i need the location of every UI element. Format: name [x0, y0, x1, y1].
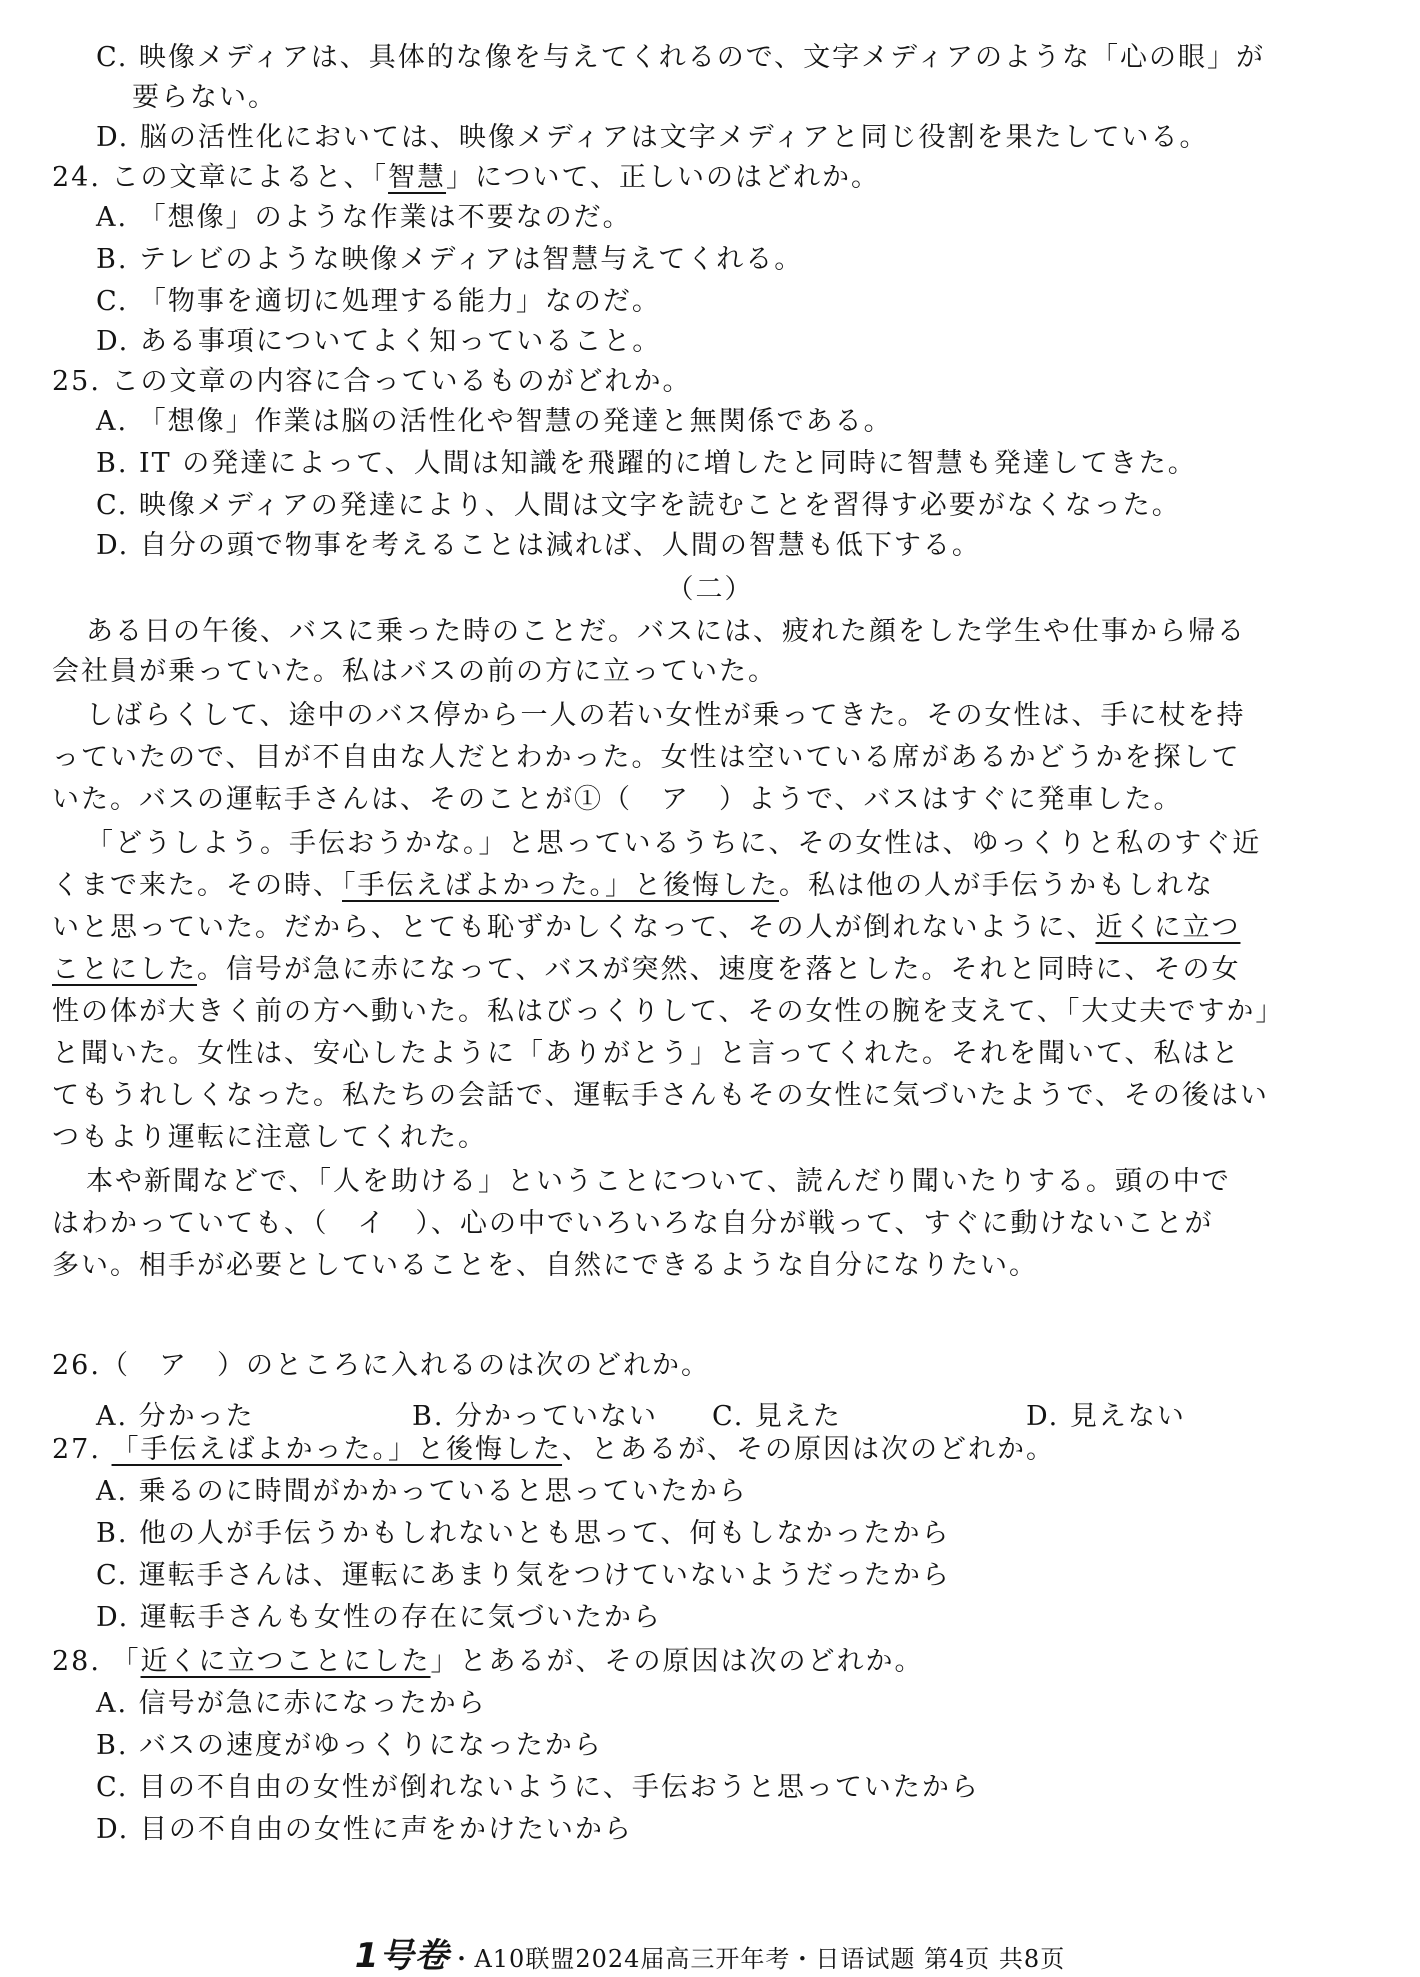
q28-stem-underlined: 近くに立つことにした: [140, 1646, 431, 1677]
passage-text: 。信号が急に赤になって、バスが突然、速度を落とした。それと同時に、その女: [197, 954, 1241, 985]
q26-options: [96, 1394, 1346, 1432]
q27-option-c: C. 運転手さんは、運転にあまり気をつけていないようだったから: [96, 1560, 951, 1591]
passage-line: 本や新聞などで、「人を助ける」ということについて、読んだり聞いたりする。頭の中で: [86, 1166, 1231, 1197]
passage-line: 多い。相手が必要としていることを、自然にできるような自分になりたい。: [52, 1250, 1038, 1281]
q27-stem-pre: 27.: [52, 1434, 112, 1465]
passage-text: くまで来た。その時、: [52, 870, 342, 901]
passage-line: [52, 914, 1240, 941]
q25-stem: 25. この文章の内容に合っているものがどれか。: [52, 366, 692, 397]
q24-stem-underlined: 智慧: [388, 162, 447, 193]
passage-line: つもより運転に注意してくれた。: [52, 1122, 487, 1153]
passage-line: 性の体が大きく前の方へ動いた。私はびっくりして、その女性の腕を支えて、「大丈夫ですか」: [52, 996, 1285, 1027]
passage-line: 会社員が乗っていた。私はバスの前の方に立っていた。: [52, 656, 777, 687]
q28-option-c: C. 目の不自由の女性が倒れないように、手伝おうと思っていたから: [96, 1772, 980, 1803]
q24-stem-pre: 24. この文章によると、「: [52, 162, 389, 193]
q23-option-d: D. 脳の活性化においては、映像メディアは文字メディアと同じ役割を果たしている。: [96, 122, 1209, 153]
q27-option-b: B. 他の人が手伝うかもしれないとも思って、何もしなかったから: [96, 1518, 951, 1549]
q26-option-c: C. 見えた: [712, 1401, 842, 1432]
footer-text: ・A10联盟2024届高三开年考・日语试题 第4页 共8页: [449, 1945, 1066, 1973]
q23-option-c: C. 映像メディアは、具体的な像を与えてくれるので、文字メディアのような「心の眼」が: [96, 42, 1265, 73]
passage-line: ある日の午後、バスに乗った時のことだ。バスには、疲れた顔をした学生や仕事から帰る: [86, 616, 1246, 647]
q27-option-a: A. 乗るのに時間がかかっていると思っていたから: [96, 1476, 748, 1507]
q28-stem-post: 」とあるが、その原因は次のどれか。: [430, 1646, 924, 1677]
passage-underline-2-cont: ことにした: [52, 954, 197, 985]
passage-line: 「どうしよう。手伝おうかな。」と思っているうちに、その女性は、ゆっくりと私のすぐ近: [86, 828, 1262, 859]
q26-stem: 26.（ ア ）のところに入れるのは次のどれか。: [52, 1350, 710, 1381]
q27-stem-underlined: 「手伝えばよかった。」と後悔した: [111, 1434, 563, 1465]
passage-line: はわかっていても、（ イ ）、心の中でいろいろな自分が戦って、すぐに動けないことが: [52, 1208, 1214, 1239]
passage-underline-2: 近くに立つ: [1095, 912, 1241, 943]
q25-option-a: A. 「想像」作業は脳の活性化や智慧の発達と無関係である。: [96, 406, 893, 437]
passage-line: [52, 956, 1240, 983]
q26-option-d: D. 見えない: [1026, 1401, 1186, 1432]
section-title: （二）: [666, 574, 754, 605]
passage-line: いた。バスの運転手さんは、そのことが①（ ア ）ようで、バスはすぐに発車した。: [52, 784, 1183, 815]
publisher-logo: 1号卷: [354, 1936, 450, 1976]
passage-line: しばらくして、途中のバス停から一人の若い女性が乗ってきた。その女性は、手に杖を持: [86, 700, 1246, 731]
q27-stem: [52, 1436, 1055, 1463]
passage-line: と聞いた。女性は、安心したように「ありがとう」と言ってくれた。それを聞いて、私はと: [52, 1038, 1241, 1069]
passage-text: いと思っていた。だから、とても恥ずかしくなって、その人が倒れないように、: [52, 912, 1096, 943]
passage-line: [52, 872, 1214, 899]
q28-option-a: A. 信号が急に赤になったから: [96, 1688, 487, 1719]
q28-option-b: B. バスの速度がゆっくりになったから: [96, 1730, 603, 1761]
q25-option-c: C. 映像メディアの発達により、人間は文字を読むことを習得す必要がなくなった。: [96, 490, 1181, 521]
passage-line: っていたので、目が不自由な人だとわかった。女性は空いている席があるかどうかを探して: [52, 742, 1241, 773]
q27-option-d: D. 運転手さんも女性の存在に気づいたから: [96, 1602, 662, 1633]
q24-option-a: A. 「想像」のような作業は不要なのだ。: [96, 202, 632, 233]
q24-stem: [52, 164, 880, 191]
q26-option-b: B. 分かっていない: [412, 1401, 659, 1432]
q24-option-d: D. ある事項についてよく知っていること。: [96, 326, 662, 357]
q24-option-b: B. テレビのような映像メディアは智慧与えてくれる。: [96, 244, 804, 275]
q24-option-c: C. 「物事を適切に処理する能力」なのだ。: [96, 286, 661, 317]
q28-option-d: D. 目の不自由の女性に声をかけたいから: [96, 1814, 633, 1845]
q23-option-c-cont: 要らない。: [132, 82, 277, 113]
q27-stem-post: 、とあるが、その原因は次のどれか。: [562, 1434, 1056, 1465]
q26-option-a: A. 分かった: [96, 1401, 255, 1432]
q28-stem-pre: 28. 「: [52, 1646, 141, 1677]
passage-text: 。私は他の人が手伝うかもしれな: [779, 870, 1214, 901]
q25-option-b: B. IT の発達によって、人間は知識を飛躍的に増したと同時に智慧も発達してきた。: [96, 448, 1197, 479]
passage-underline-1: 「手伝えばよかった。」と後悔した: [342, 870, 779, 901]
q24-stem-post: 」について、正しいのはどれか。: [446, 162, 880, 193]
q25-option-d: D. 自分の頭で物事を考えることは減れば、人間の智慧も低下する。: [96, 530, 981, 561]
passage-line: てもうれしくなった。私たちの会話で、運転手さんもその女性に気づいたようで、その後はい: [52, 1080, 1269, 1111]
q28-stem: [52, 1648, 924, 1675]
